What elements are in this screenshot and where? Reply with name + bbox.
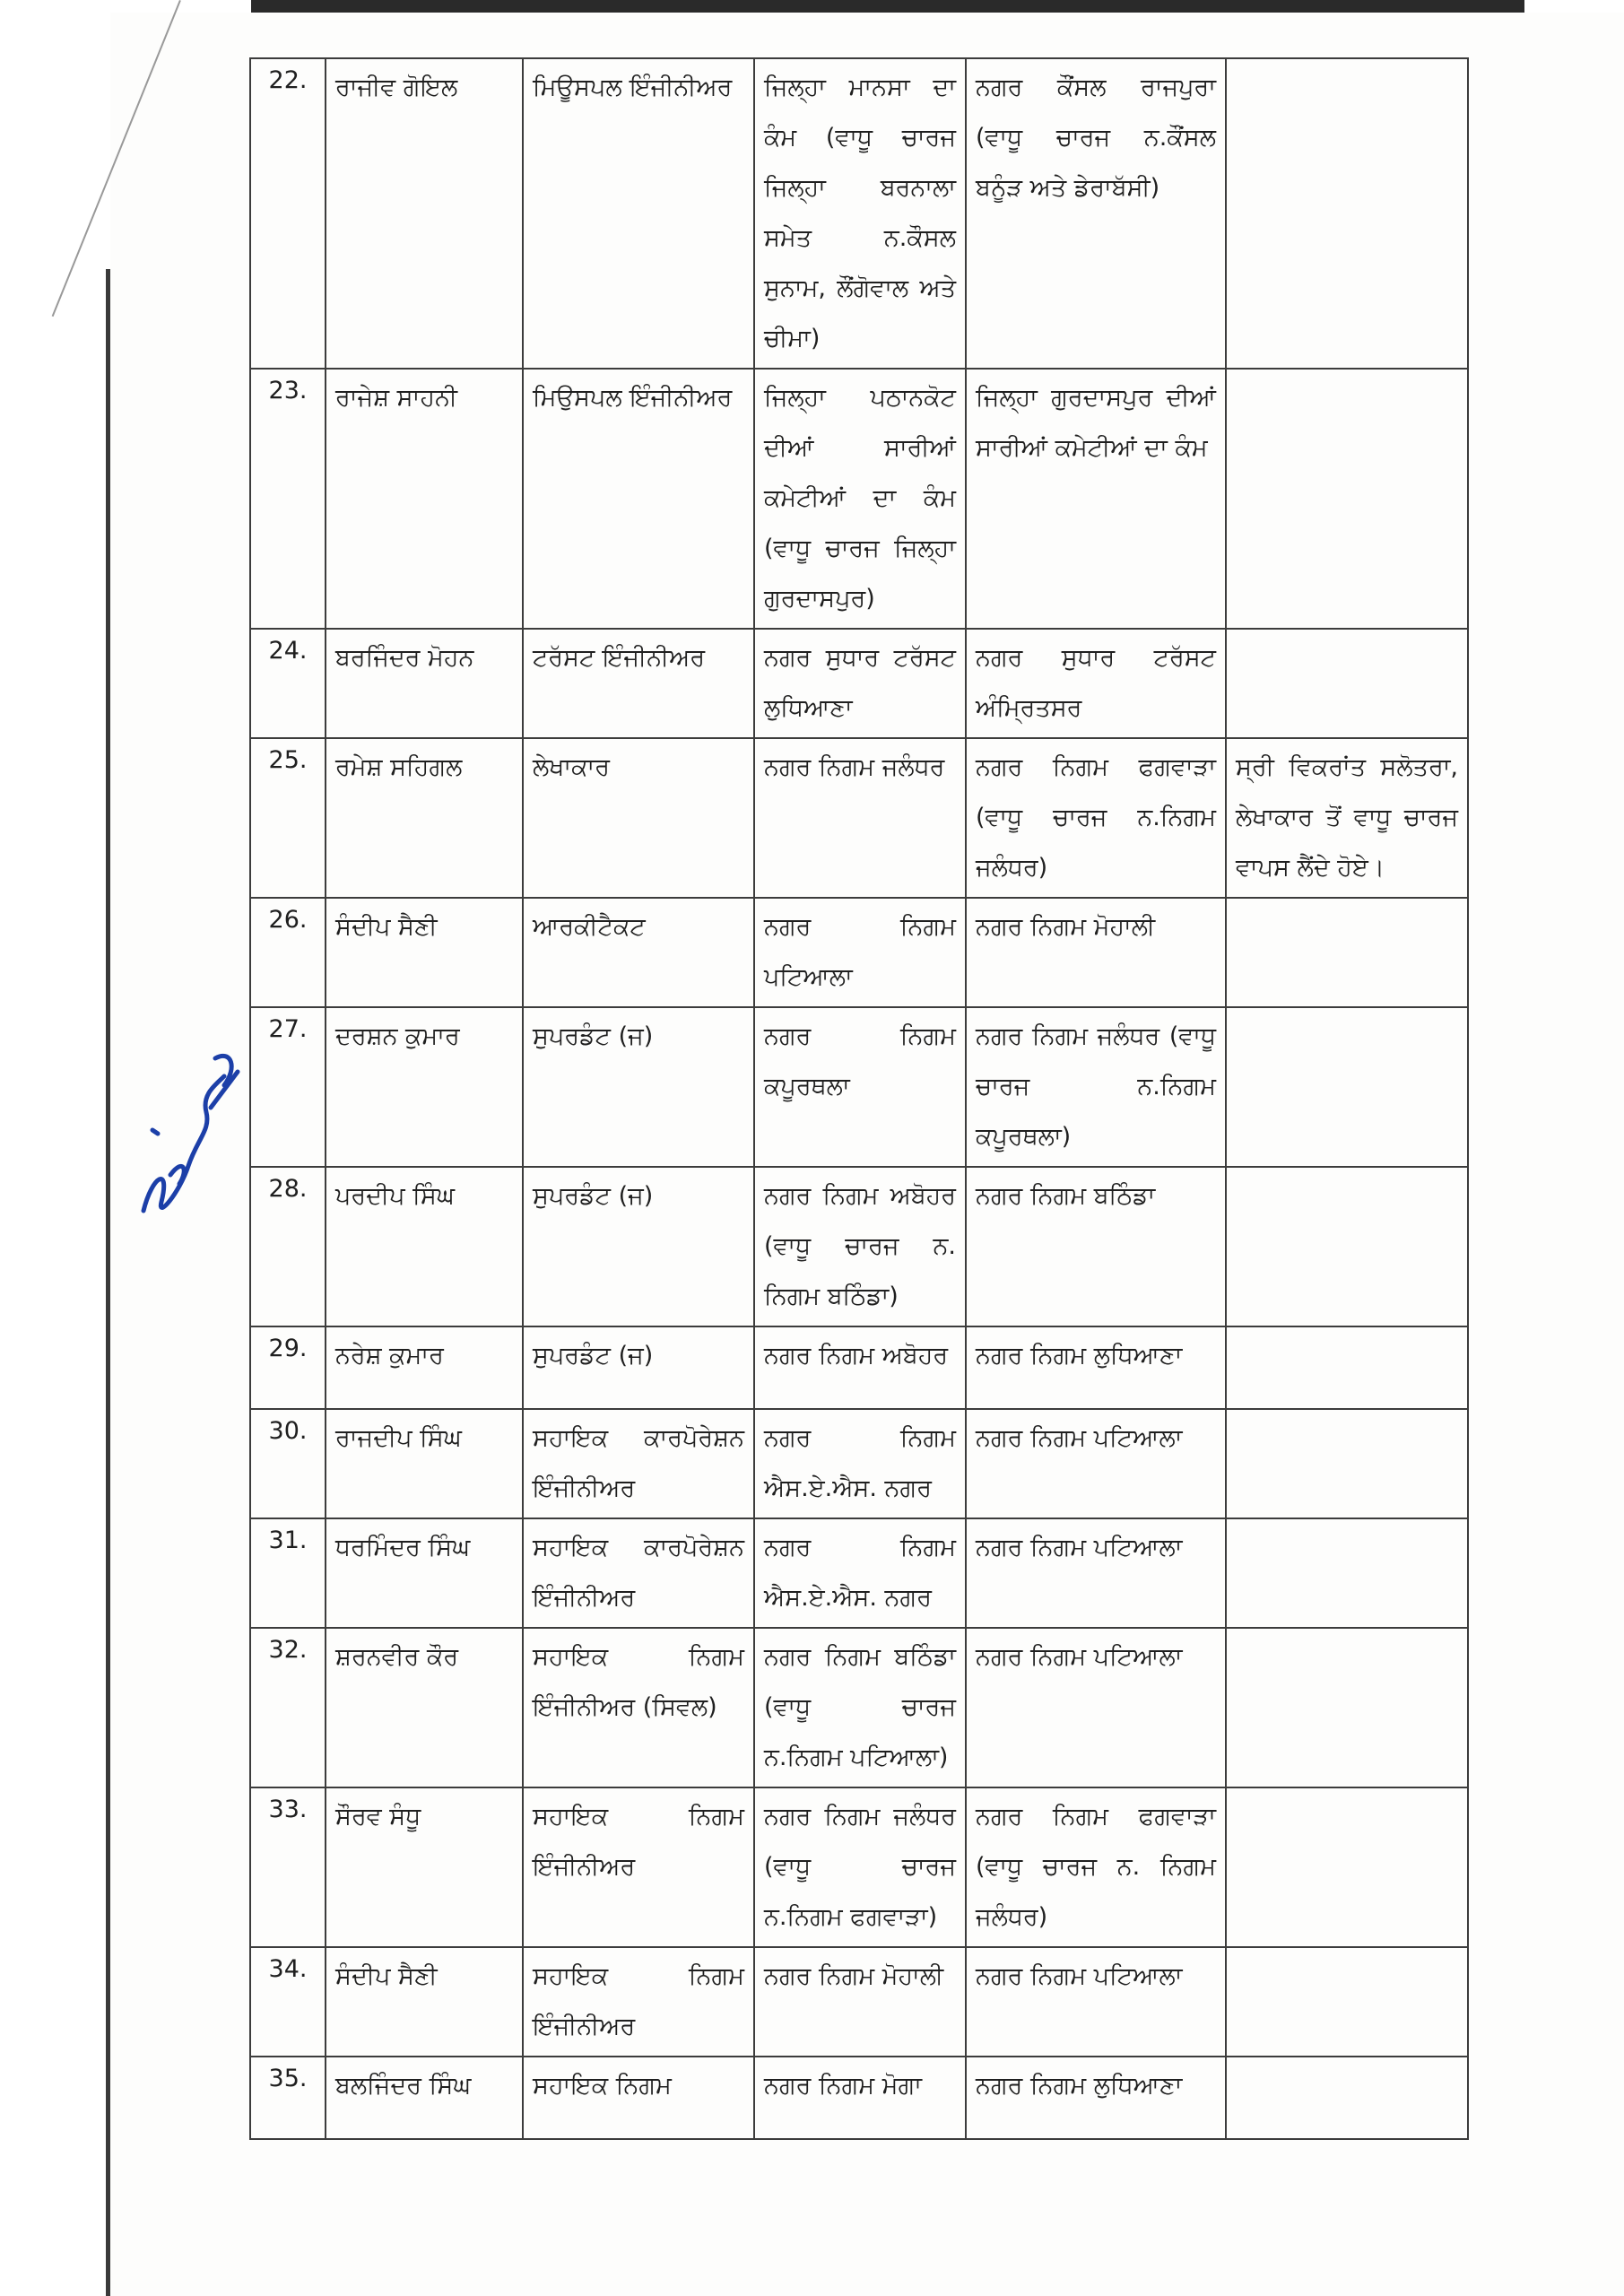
designation: ਟਰੱਸਟ ਇੰਜੀਨੀਅਰ	[523, 629, 754, 738]
remarks	[1226, 1947, 1468, 2057]
employee-name: ਰਾਜੇਸ਼ ਸਾਹਨੀ	[326, 369, 523, 629]
table-row	[250, 1787, 1468, 1947]
serial-number: 24.	[250, 629, 326, 738]
employee-name: ਸੰਦੀਪ ਸੈਣੀ	[326, 898, 523, 1007]
employee-name: ਬਰਜਿੰਦਰ ਮੋਹਨ	[326, 629, 523, 738]
new-posting: ਨਗਰ ਨਿਗਮ ਬਠਿੰਡਾ	[966, 1167, 1226, 1326]
serial-number: 33.	[250, 1787, 326, 1947]
new-posting: ਨਗਰ ਨਿਗਮ ਮੋਹਾਲੀ	[966, 898, 1226, 1007]
table-row	[250, 1947, 1468, 2057]
remarks	[1226, 1628, 1468, 1787]
new-posting: ਨਗਰ ਨਿਗਮ ਪਟਿਆਲਾ	[966, 1518, 1226, 1628]
serial-number: 34.	[250, 1947, 326, 2057]
designation: ਮਿਊਸਪਲ ਇੰਜੀਨੀਅਰ	[523, 58, 754, 369]
serial-number: 30.	[250, 1409, 326, 1518]
employee-name: ਨਰੇਸ਼ ਕੁਮਾਰ	[326, 1326, 523, 1409]
remarks	[1226, 1518, 1468, 1628]
current-posting: ਨਗਰ ਨਿਗਮ ਕਪੂਰਥਲਾ	[754, 1007, 966, 1167]
current-posting: ਜਿਲ੍ਹਾ ਪਠਾਨਕੋਟ ਦੀਆਂ ਸਾਰੀਆਂ ਕਮੇਟੀਆਂ ਦਾ ਕੰਮ (ਵਾਧੂ ਚਾਰਜ ਜਿਲ੍ਹਾ ਗੁਰਦਾਸਪੁਰ)	[754, 369, 966, 629]
designation: ਸੁਪਰਡੰਟ (ਜ)	[523, 1007, 754, 1167]
scan-top-edge	[251, 0, 1524, 13]
designation: ਸੁਪਰਡੰਟ (ਜ)	[523, 1326, 754, 1409]
employee-name: ਦਰਸ਼ਨ ਕੁਮਾਰ	[326, 1007, 523, 1167]
designation: ਸੁਪਰਡੰਟ (ਜ)	[523, 1167, 754, 1326]
current-posting: ਨਗਰ ਨਿਗਮ ਬਠਿੰਡਾ (ਵਾਧੂ ਚਾਰਜ ਨ.ਨਿਗਮ ਪਟਿਆਲਾ)	[754, 1628, 966, 1787]
current-posting: ਨਗਰ ਨਿਗਮ ਜਲੰਧਰ	[754, 738, 966, 898]
current-posting: ਨਗਰ ਨਿਗਮ ਅਬੋਹਰ	[754, 1326, 966, 1409]
new-posting: ਨਗਰ ਨਿਗਮ ਪਟਿਆਲਾ	[966, 1409, 1226, 1518]
designation: ਸਹਾਇਕ ਕਾਰਪੋਰੇਸ਼ਨ ਇੰਜੀਨੀਅਰ	[523, 1518, 754, 1628]
current-posting: ਨਗਰ ਨਿਗਮ ਅਬੋਹਰ (ਵਾਧੂ ਚਾਰਜ ਨ. ਨਿਗਮ ਬਠਿੰਡਾ)	[754, 1167, 966, 1326]
employee-name: ਸੰਦੀਪ ਸੈਣੀ	[326, 1947, 523, 2057]
new-posting: ਨਗਰ ਨਿਗਮ ਜਲੰਧਰ (ਵਾਧੂ ਚਾਰਜ ਨ.ਨਿਗਮ ਕਪੂਰਥਲਾ)	[966, 1007, 1226, 1167]
remarks	[1226, 629, 1468, 738]
designation: ਲੇਖਾਕਾਰ	[523, 738, 754, 898]
serial-number: 25.	[250, 738, 326, 898]
employee-name: ਪਰਦੀਪ ਸਿੰਘ	[326, 1167, 523, 1326]
current-posting: ਨਗਰ ਨਿਗਮ ਮੋਹਾਲੀ	[754, 1947, 966, 2057]
remarks	[1226, 1167, 1468, 1326]
table-row	[250, 1326, 1468, 1409]
transfer-table	[249, 57, 1469, 2140]
new-posting: ਨਗਰ ਕੌਂਸਲ ਰਾਜਪੁਰਾ (ਵਾਧੂ ਚਾਰਜ ਨ.ਕੌਂਸਲ ਬਨੂੰੜ ਅਤੇ ਡੇਰਾਬੱਸੀ)	[966, 58, 1226, 369]
remarks	[1226, 898, 1468, 1007]
table-row	[250, 369, 1468, 629]
employee-name: ਰਾਜਦੀਪ ਸਿੰਘ	[326, 1409, 523, 1518]
employee-name: ਸੌਰਵ ਸੰਧੂ	[326, 1787, 523, 1947]
designation: ਸਹਾਇਕ ਨਿਗਮ	[523, 2057, 754, 2139]
remarks	[1226, 58, 1468, 369]
remarks	[1226, 1007, 1468, 1167]
new-posting: ਨਗਰ ਨਿਗਮ ਲੁਧਿਆਣਾ	[966, 1326, 1226, 1409]
serial-number: 23.	[250, 369, 326, 629]
remarks	[1226, 1787, 1468, 1947]
current-posting: ਨਗਰ ਨਿਗਮ ਪਟਿਆਲਾ	[754, 898, 966, 1007]
serial-number: 27.	[250, 1007, 326, 1167]
remarks	[1226, 2057, 1468, 2139]
table-row	[250, 629, 1468, 738]
serial-number: 22.	[250, 58, 326, 369]
new-posting: ਜਿਲ੍ਹਾ ਗੁਰਦਾਸਪੁਰ ਦੀਆਂ ਸਾਰੀਆਂ ਕਮੇਟੀਆਂ ਦਾ ਕੰਮ	[966, 369, 1226, 629]
table-row	[250, 1167, 1468, 1326]
new-posting: ਨਗਰ ਨਿਗਮ ਲੁਧਿਆਣਾ	[966, 2057, 1226, 2139]
table-row	[250, 898, 1468, 1007]
scan-left-edge	[106, 269, 110, 2296]
table-row	[250, 1409, 1468, 1518]
remarks	[1226, 1409, 1468, 1518]
current-posting: ਨਗਰ ਨਿਗਮ ਜਲੰਧਰ (ਵਾਧੂ ਚਾਰਜ ਨ.ਨਿਗਮ ਫਗਵਾੜਾ)	[754, 1787, 966, 1947]
employee-name: ਸ਼ਰਨਵੀਰ ਕੌਰ	[326, 1628, 523, 1787]
serial-number: 26.	[250, 898, 326, 1007]
current-posting: ਨਗਰ ਨਿਗਮ ਐਸ.ਏ.ਐਸ. ਨਗਰ	[754, 1518, 966, 1628]
table-row	[250, 1007, 1468, 1167]
transfer-table-body	[250, 58, 1468, 2139]
new-posting: ਨਗਰ ਨਿਗਮ ਫਗਵਾੜਾ (ਵਾਧੂ ਚਾਰਜ ਨ. ਨਿਗਮ ਜਲੰਧਰ)	[966, 1787, 1226, 1947]
current-posting: ਨਗਰ ਨਿਗਮ ਐਸ.ਏ.ਐਸ. ਨਗਰ	[754, 1409, 966, 1518]
new-posting: ਨਗਰ ਸੁਧਾਰ ਟਰੱਸਟ ਅੰਮ੍ਰਿਤਸਰ	[966, 629, 1226, 738]
table-row	[250, 2057, 1468, 2139]
serial-number: 31.	[250, 1518, 326, 1628]
remarks: ਸ੍ਰੀ ਵਿਕਰਾਂਤ ਸਲੋਤਰਾ, ਲੇਖਾਕਾਰ ਤੋਂ ਵਾਧੂ ਚਾਰਜ ਵਾਪਸ ਲੈਂਦੇ ਹੋਏ।	[1226, 738, 1468, 898]
serial-number: 35.	[250, 2057, 326, 2139]
table-row	[250, 1628, 1468, 1787]
employee-name: ਰਾਜੀਵ ਗੋਇਲ	[326, 58, 523, 369]
serial-number: 29.	[250, 1326, 326, 1409]
current-posting: ਨਗਰ ਨਿਗਮ ਮੋਗਾ	[754, 2057, 966, 2139]
serial-number: 32.	[250, 1628, 326, 1787]
table-row	[250, 58, 1468, 369]
employee-name: ਰਮੇਸ਼ ਸਹਿਗਲ	[326, 738, 523, 898]
designation: ਸਹਾਇਕ ਨਿਗਮ ਇੰਜੀਨੀਅਰ	[523, 1947, 754, 2057]
employee-name: ਬਲਜਿੰਦਰ ਸਿੰਘ	[326, 2057, 523, 2139]
new-posting: ਨਗਰ ਨਿਗਮ ਪਟਿਆਲਾ	[966, 1628, 1226, 1787]
employee-name: ਧਰਮਿੰਦਰ ਸਿੰਘ	[326, 1518, 523, 1628]
designation: ਸਹਾਇਕ ਨਿਗਮ ਇੰਜੀਨੀਅਰ (ਸਿਵਲ)	[523, 1628, 754, 1787]
handwritten-signature	[126, 1022, 251, 1238]
current-posting: ਨਗਰ ਸੁਧਾਰ ਟਰੱਸਟ ਲੁਧਿਆਣਾ	[754, 629, 966, 738]
designation: ਸਹਾਇਕ ਕਾਰਪੋਰੇਸ਼ਨ ਇੰਜੀਨੀਅਰ	[523, 1409, 754, 1518]
table-row	[250, 1518, 1468, 1628]
designation: ਮਿਉਸਪਲ ਇੰਜੀਨੀਅਰ	[523, 369, 754, 629]
new-posting: ਨਗਰ ਨਿਗਮ ਫਗਵਾੜਾ (ਵਾਧੂ ਚਾਰਜ ਨ.ਨਿਗਮ ਜਲੰਧਰ)	[966, 738, 1226, 898]
new-posting: ਨਗਰ ਨਿਗਮ ਪਟਿਆਲਾ	[966, 1947, 1226, 2057]
remarks	[1226, 369, 1468, 629]
table-row	[250, 738, 1468, 898]
designation: ਆਰਕੀਟੈਕਟ	[523, 898, 754, 1007]
current-posting: ਜਿਲ੍ਹਾ ਮਾਨਸਾ ਦਾ ਕੰਮ (ਵਾਧੂ ਚਾਰਜ ਜਿਲ੍ਹਾ ਬਰਨਾਲਾ ਸਮੇਤ ਨ.ਕੌਸਲ ਸੁਨਾਮ, ਲੌਂਗੋਵਾਲ ਅਤੇ ਚੀਮਾ)	[754, 58, 966, 369]
serial-number: 28.	[250, 1167, 326, 1326]
remarks	[1226, 1326, 1468, 1409]
designation: ਸਹਾਇਕ ਨਿਗਮ ਇੰਜੀਨੀਅਰ	[523, 1787, 754, 1947]
